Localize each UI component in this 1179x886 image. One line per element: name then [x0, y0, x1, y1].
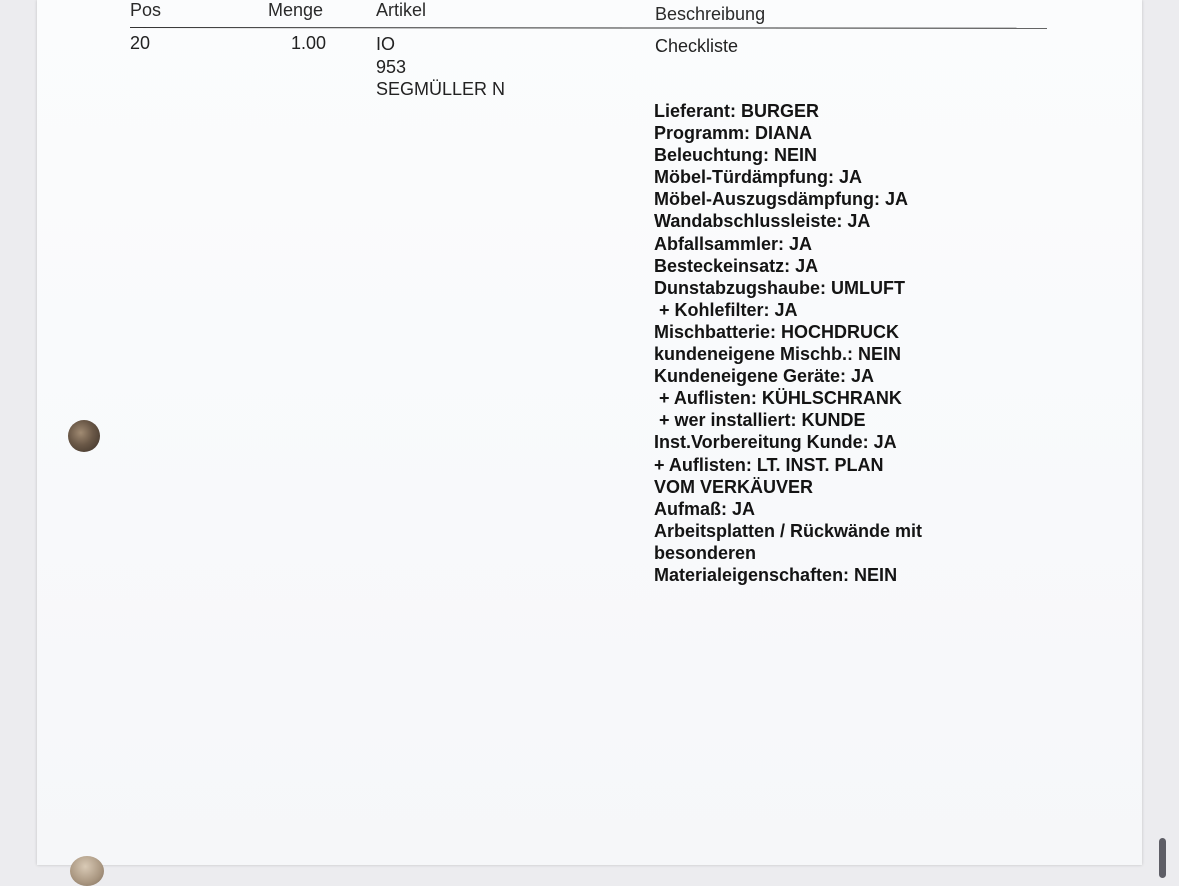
scrollbar-thumb[interactable] [1159, 838, 1166, 878]
checklist-line: Dunstabzugshaube: UMLUFT [654, 277, 905, 298]
column-header-artikel: Artikel [376, 0, 427, 20]
artikel-line: IO [376, 34, 396, 54]
column-header-pos: Pos [130, 0, 162, 20]
checklist-line: Besteckeinsatz: JA [654, 255, 819, 276]
punch-hole [70, 856, 104, 886]
checklist-line: Möbel-Auszugsdämpfung: JA [654, 189, 908, 210]
column-header-beschreibung: Beschreibung [655, 4, 766, 24]
checklist-line: + Kohlefilter: JA [654, 299, 798, 320]
checklist-line: + wer installiert: KUNDE [654, 410, 866, 431]
checklist-line: Abfallsammler: JA [654, 233, 813, 254]
checklist-line: Aufmaß: JA [654, 498, 756, 519]
checklist-line: Materialeigenschaften: NEIN [654, 564, 898, 585]
punch-hole [68, 420, 100, 452]
checklist-line: Möbel-Türdämpfung: JA [654, 167, 862, 188]
row-menge: 1.00 [291, 33, 327, 53]
row-artikel [376, 33, 505, 101]
checklist-line: besonderen [654, 542, 757, 563]
checklist-line: kundeneigene Mischb.: NEIN [654, 344, 902, 365]
row-beschreibung-title: Checkliste [655, 36, 739, 56]
column-header-menge: Menge [268, 0, 324, 20]
checklist-line: Wandabschlussleiste: JA [654, 211, 871, 232]
checklist-line: VOM VERKÄUVER [654, 476, 814, 497]
checklist-line: Lieferant: BURGER [654, 101, 820, 121]
checklist-line: Kundeneigene Geräte: JA [654, 366, 875, 387]
checklist-line: Beleuchtung: NEIN [654, 145, 818, 166]
row-pos: 20 [130, 33, 151, 53]
artikel-line: SEGMÜLLER N [376, 79, 506, 99]
artikel-line: 953 [376, 56, 407, 77]
document-page [37, 0, 1142, 865]
checklist [654, 100, 922, 586]
checklist-line: Mischbatterie: HOCHDRUCK [654, 321, 900, 342]
checklist-line: Programm: DIANA [654, 123, 813, 144]
checklist-line: Inst.Vorbereitung Kunde: JA [654, 432, 897, 453]
checklist-line: Arbeitsplatten / Rückwände mit [654, 520, 923, 541]
checklist-line: + Auflisten: KÜHLSCHRANK [654, 388, 902, 409]
checklist-line: + Auflisten: LT. INST. PLAN [654, 454, 884, 475]
